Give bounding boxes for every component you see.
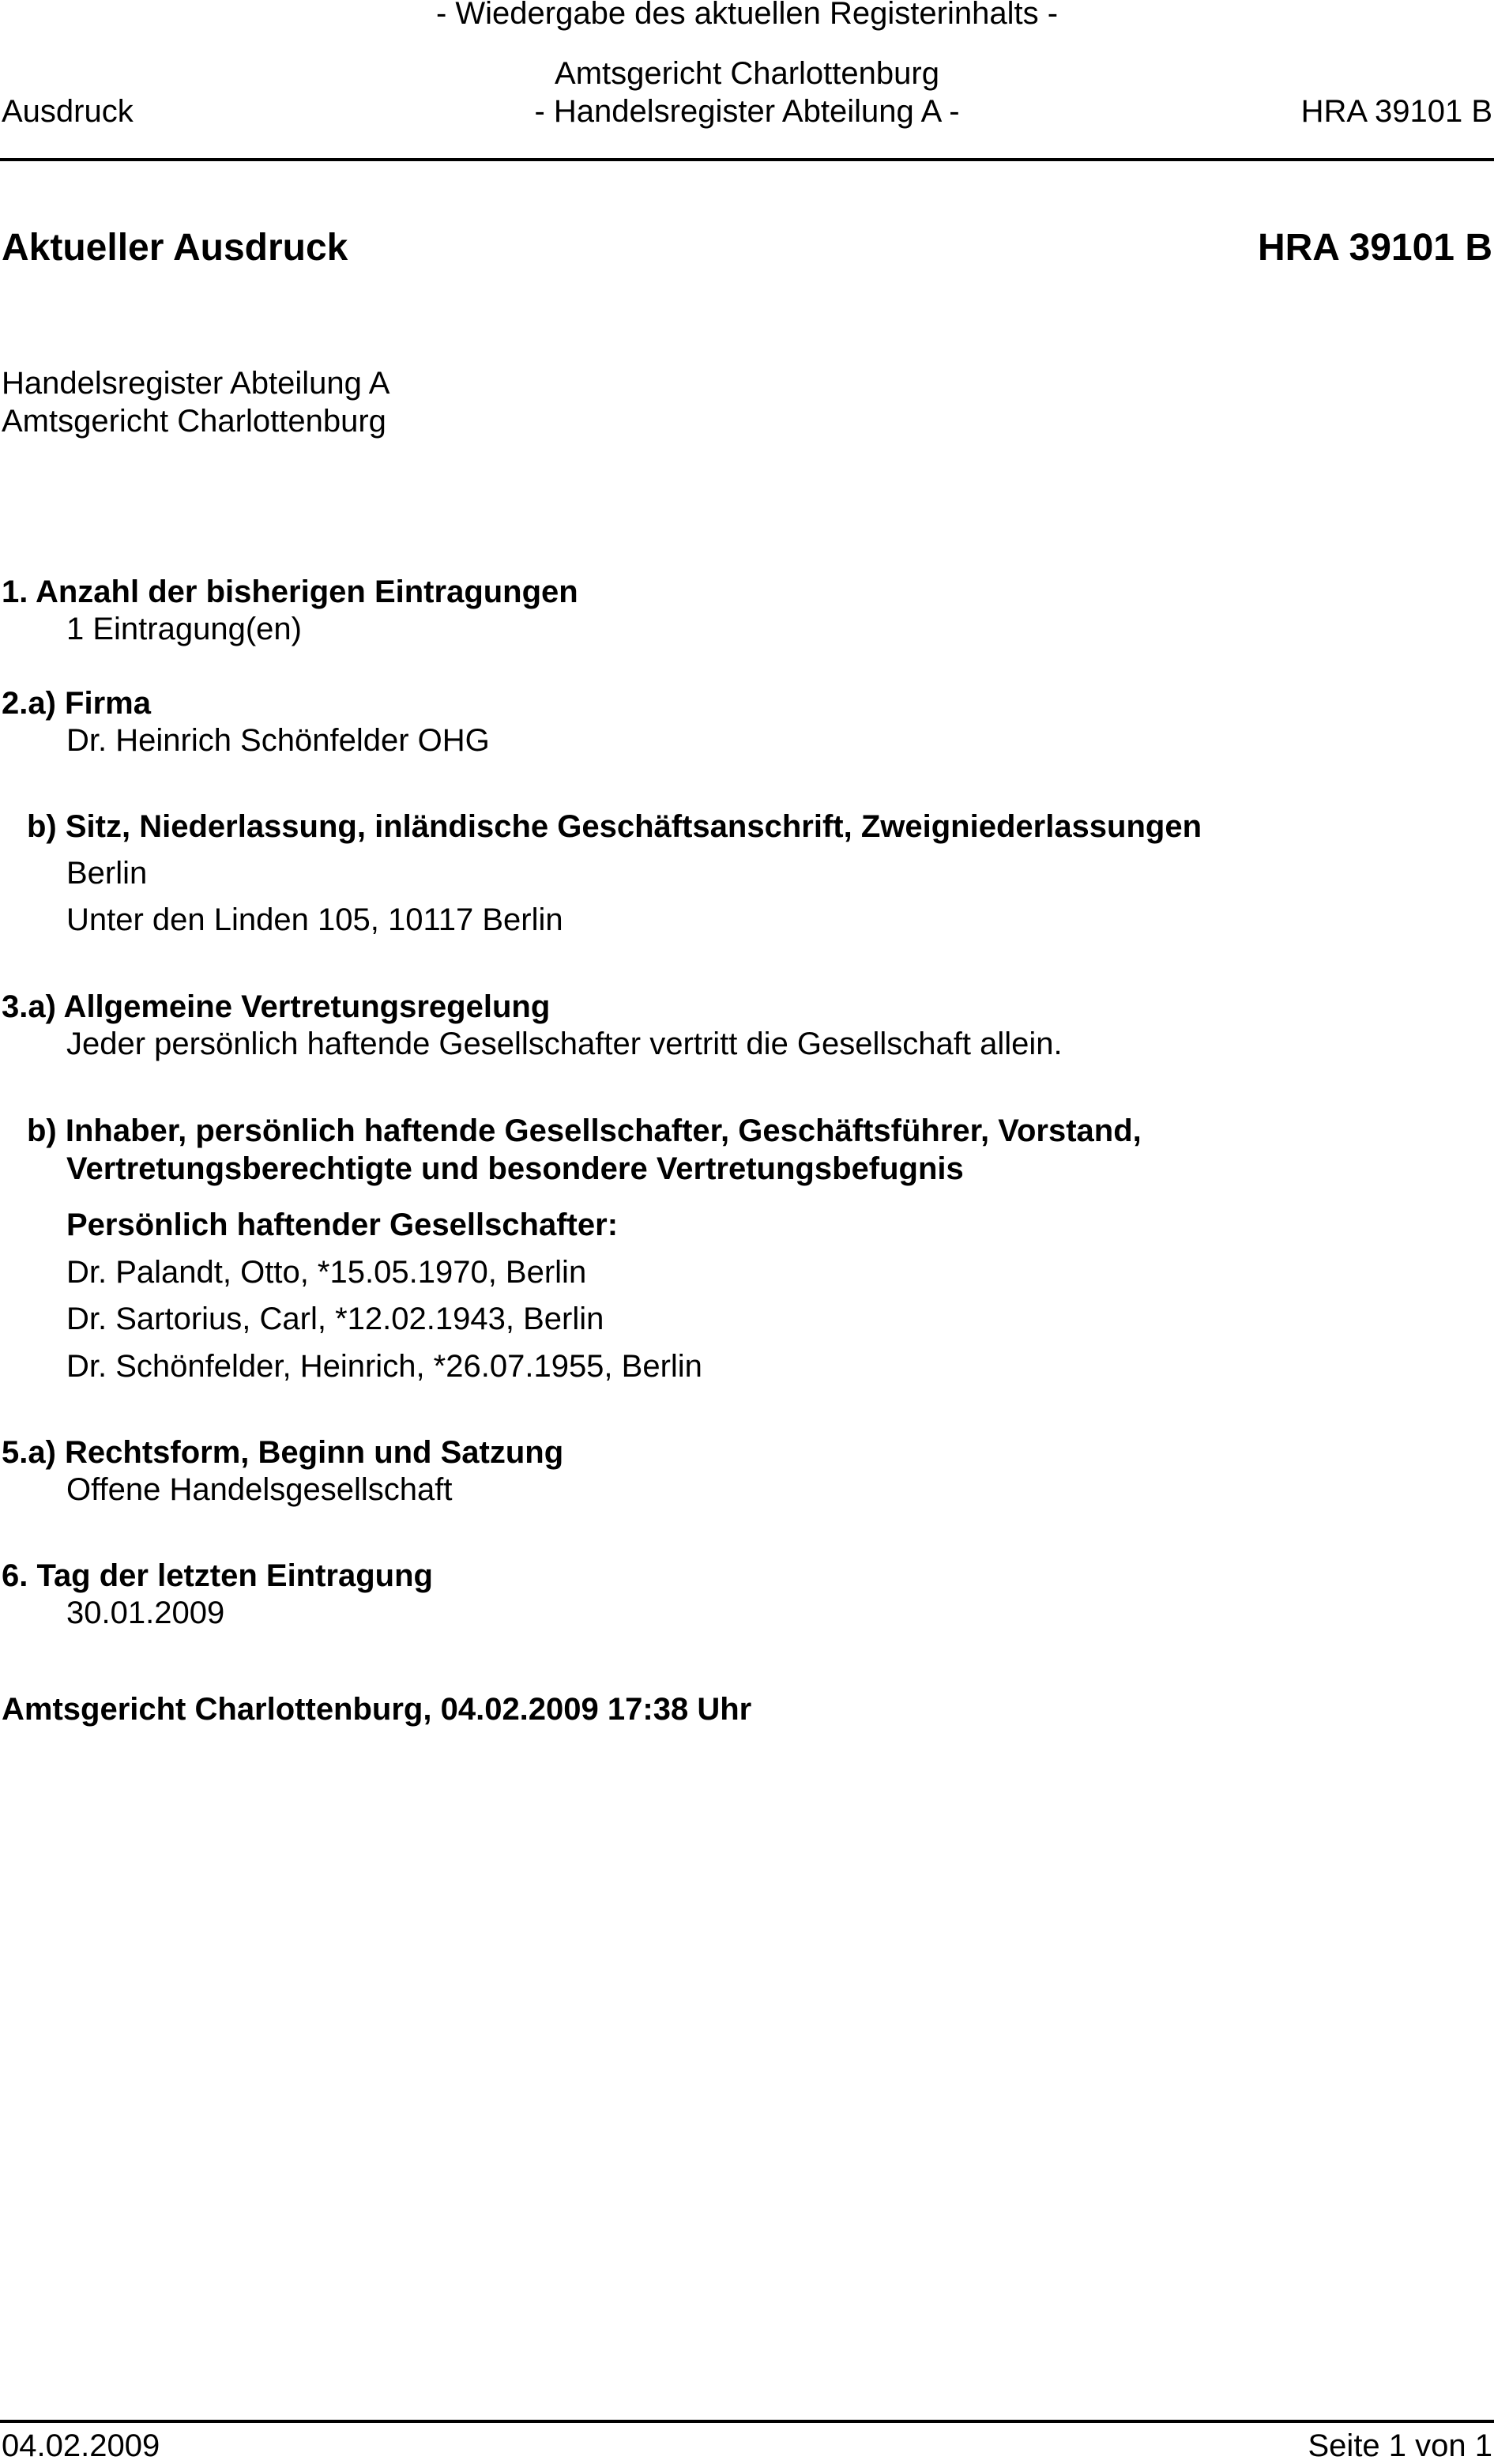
section-2b-heading: b) Sitz, Niederlassung, inländische Geschäftsanschrift, Zweigniederlassungen	[27, 809, 1202, 844]
intro-court: Amtsgericht Charlottenburg	[2, 404, 386, 439]
header-left-label: Ausdruck	[2, 94, 134, 129]
section-2b-address: Unter den Linden 105, 10117 Berlin	[66, 902, 563, 937]
footer-page-number: Seite 1 von 1	[1308, 2428, 1492, 2463]
intro-register: Handelsregister Abteilung A	[2, 366, 390, 401]
header-divider	[0, 158, 1494, 161]
section-3a-heading: 3.a) Allgemeine Vertretungsregelung	[2, 989, 551, 1024]
section-5a-heading: 5.a) Rechtsform, Beginn und Satzung	[2, 1435, 564, 1470]
section-3b-heading-line1: b) Inhaber, persönlich haftende Gesellschafter, Geschäftsführer, Vorstand,	[27, 1113, 1142, 1148]
header-top-line: - Wiedergabe des aktuellen Registerinhalts -	[435, 0, 1059, 31]
section-3a-value: Jeder persönlich haftende Gesellschafter vertritt die Gesellschaft allein.	[66, 1027, 1063, 1061]
footer-divider	[0, 2420, 1494, 2423]
page-title: Aktueller Ausdruck	[2, 227, 348, 269]
person-list-item: Dr. Sartorius, Carl, *12.02.1943, Berlin	[66, 1302, 604, 1336]
section-6-heading: 6. Tag der letzten Eintragung	[2, 1558, 433, 1593]
footer-date: 04.02.2009	[2, 2428, 160, 2463]
section-2b-seat: Berlin	[66, 856, 148, 891]
page-title-number: HRA 39101 B	[1257, 227, 1492, 269]
section-5a-value: Offene Handelsgesellschaft	[66, 1472, 453, 1507]
person-list-item: Dr. Palandt, Otto, *15.05.1970, Berlin	[66, 1255, 587, 1290]
header-register-number: HRA 39101 B	[1300, 94, 1492, 129]
section-6-value: 30.01.2009	[66, 1596, 225, 1630]
section-1-value: 1 Eintragung(en)	[66, 612, 302, 646]
closing-statement: Amtsgericht Charlottenburg, 04.02.2009 17:38 Uhr	[2, 1692, 752, 1727]
header-court: Amtsgericht Charlottenburg	[555, 56, 939, 91]
section-3b-heading-line2: Vertretungsberechtigte und besondere Vertretungsbefugnis	[66, 1151, 964, 1186]
section-1-heading: 1. Anzahl der bisherigen Eintragungen	[2, 575, 578, 609]
section-2a-heading: 2.a) Firma	[2, 686, 151, 721]
header-register-section: - Handelsregister Abteilung A -	[534, 94, 960, 129]
section-2a-value: Dr. Heinrich Schönfelder OHG	[66, 723, 490, 758]
section-3b-subheading: Persönlich haftender Gesellschafter:	[66, 1208, 619, 1242]
person-list-item: Dr. Schönfelder, Heinrich, *26.07.1955, Berlin	[66, 1349, 702, 1384]
